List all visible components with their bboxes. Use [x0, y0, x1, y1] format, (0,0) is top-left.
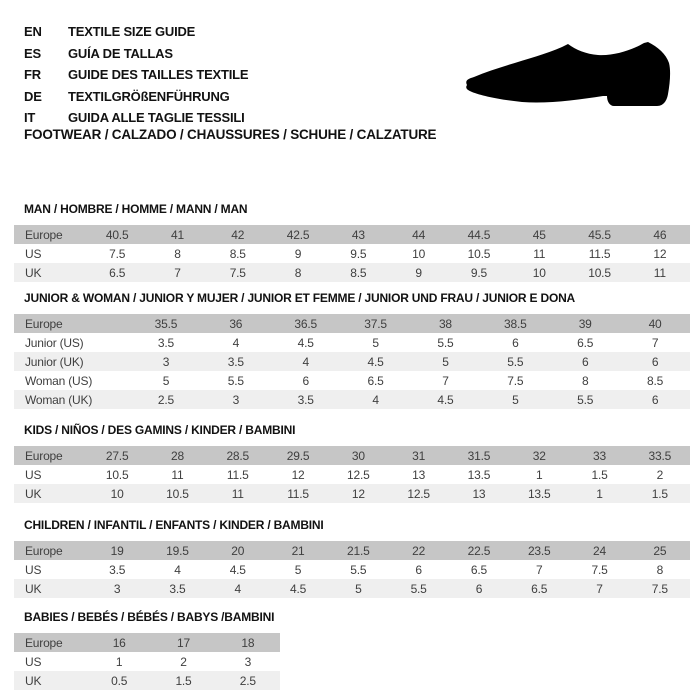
- size-cell: 12.5: [407, 486, 430, 501]
- size-cell: 13: [472, 486, 486, 501]
- size-cell: 6.5: [470, 562, 487, 577]
- size-cell: 5.5: [410, 581, 427, 596]
- row-label-cell: Junior (US): [25, 335, 84, 350]
- size-cell: 7.5: [109, 246, 126, 261]
- size-cell: 12: [653, 246, 667, 261]
- kids-size-table: [14, 446, 690, 503]
- size-cell: 23.5: [527, 543, 551, 558]
- row-label-cell: Europe: [25, 543, 63, 558]
- row-label-cell: Junior (UK): [25, 354, 84, 369]
- size-cell: 4: [232, 335, 240, 350]
- size-cell: 36.5: [294, 316, 317, 331]
- size-cell: 33: [593, 448, 606, 463]
- size-cell: 11: [231, 486, 244, 501]
- size-cell: 44: [412, 227, 426, 242]
- size-cell: 17: [177, 635, 190, 650]
- size-cell: 5: [442, 354, 449, 369]
- row-label-cell: US: [25, 654, 42, 669]
- size-cell: 3.5: [227, 354, 244, 369]
- size-cell: 37.5: [364, 316, 387, 331]
- size-cell: 21.5: [347, 543, 370, 558]
- size-cell: 12: [291, 467, 305, 482]
- section-babies: [14, 609, 280, 690]
- row-label-cell: US: [25, 246, 42, 261]
- size-cell: 16: [112, 635, 126, 650]
- size-cell: 8: [174, 246, 181, 261]
- size-cell: 32: [532, 448, 546, 463]
- section-children: [14, 517, 690, 598]
- row-label-cell: Europe: [25, 227, 63, 242]
- size-cell: 29.5: [286, 448, 310, 463]
- size-cell: 31.5: [467, 448, 491, 463]
- row-label-cell: UK: [25, 265, 42, 280]
- size-cell: 10: [532, 265, 546, 280]
- language-title: TEXTILGRÖßENFÜHRUNG: [68, 88, 230, 104]
- size-cell: 6: [415, 562, 422, 577]
- size-cell: 3.5: [109, 562, 126, 577]
- size-cell: 39: [578, 316, 592, 331]
- size-cell: 13.5: [467, 467, 491, 482]
- size-cell: 42: [231, 227, 245, 242]
- size-cell: 4: [174, 562, 181, 577]
- size-cell: 3: [232, 392, 240, 407]
- language-code: FR: [24, 67, 41, 82]
- size-cell: 0.5: [111, 673, 128, 688]
- size-cell: 8: [581, 373, 589, 388]
- language-title: GUIDE DES TAILLES TEXTILE: [68, 67, 249, 82]
- size-cell: 6.5: [367, 373, 384, 388]
- size-cell: 4.5: [229, 562, 246, 577]
- size-cell: 1.5: [651, 486, 668, 501]
- row-label-cell: Woman (UK): [25, 392, 93, 407]
- size-cell: 4: [234, 581, 241, 596]
- size-cell: 11.5: [226, 467, 249, 482]
- size-cell: 20: [231, 543, 245, 558]
- size-cell: 4: [302, 354, 309, 369]
- junior-woman-size-table: [14, 314, 690, 409]
- row-label-cell: Europe: [25, 448, 63, 463]
- table-row: [14, 652, 280, 671]
- table-row: [14, 671, 280, 690]
- table-row: [14, 390, 690, 409]
- section-title-junior-woman: JUNIOR & WOMAN / JUNIOR Y MUJER / JUNIOR ET FEMME / JUNIOR UND FRAU / JUNIOR E DONA: [24, 291, 576, 305]
- size-cell: 6.5: [577, 335, 594, 350]
- size-cell: 19.5: [166, 543, 189, 558]
- size-cell: 22: [412, 543, 426, 558]
- section-title-children: CHILDREN / INFANTIL / ENFANTS / KINDER / BAMBINI: [24, 518, 324, 532]
- man-size-table: [14, 225, 690, 282]
- size-cell: 7.5: [507, 373, 524, 388]
- language-title: GUÍA DE TALLAS: [68, 45, 173, 61]
- size-cell: 22.5: [467, 543, 491, 558]
- language-row: [24, 86, 248, 108]
- size-cell: 5.5: [437, 335, 454, 350]
- size-cell: 24: [593, 543, 606, 558]
- size-cell: 46: [653, 227, 667, 242]
- size-cell: 1: [115, 654, 123, 669]
- language-code: ES: [24, 45, 41, 61]
- row-label-cell: Woman (US): [25, 373, 93, 388]
- size-cell: 11.5: [588, 246, 611, 261]
- size-cell: 11: [653, 265, 666, 280]
- section-man: [14, 201, 690, 282]
- size-cell: 43: [351, 227, 365, 242]
- size-cell: 10: [412, 246, 426, 261]
- size-cell: 10.5: [467, 246, 491, 261]
- language-list: [24, 21, 248, 129]
- size-cell: 12.5: [347, 467, 370, 482]
- size-cell: 7.5: [591, 562, 608, 577]
- size-cell: 2.5: [157, 392, 174, 407]
- size-cell: 5: [162, 373, 170, 388]
- size-cell: 3: [162, 354, 170, 369]
- table-row: [14, 352, 690, 371]
- size-cell: 9: [415, 265, 422, 280]
- size-cell: 1.5: [175, 673, 192, 688]
- table-row: [14, 633, 280, 652]
- language-code: IT: [24, 110, 36, 125]
- size-cell: 8: [294, 265, 302, 280]
- section-kids: [14, 422, 690, 503]
- table-row: [14, 263, 690, 282]
- size-cell: 7: [651, 335, 659, 350]
- language-row: [24, 21, 248, 43]
- size-cell: 1.5: [591, 467, 608, 482]
- row-label-cell: Europe: [25, 316, 63, 331]
- size-cell: 7: [442, 373, 449, 388]
- size-cell: 4.5: [437, 392, 454, 407]
- table-row: [14, 484, 690, 503]
- size-cell: 28: [170, 448, 184, 463]
- table-row: [14, 371, 690, 390]
- size-cell: 3.5: [169, 581, 186, 596]
- size-cell: 8.5: [229, 246, 246, 261]
- size-cell: 35.5: [154, 316, 178, 331]
- size-cell: 5.5: [350, 562, 367, 577]
- size-cell: 6.5: [531, 581, 548, 596]
- size-cell: 5: [372, 335, 379, 350]
- size-cell: 6: [512, 335, 519, 350]
- size-cell: 40: [648, 316, 662, 331]
- size-cell: 10.5: [105, 467, 129, 482]
- size-cell: 7.5: [229, 265, 246, 280]
- size-cell: 42.5: [286, 227, 310, 242]
- size-cell: 4.5: [297, 335, 314, 350]
- size-cell: 8.5: [350, 265, 367, 280]
- row-label-cell: US: [25, 467, 42, 482]
- dress-shoe-icon: [462, 38, 672, 108]
- size-cell: 3.5: [297, 392, 314, 407]
- size-cell: 5.5: [227, 373, 244, 388]
- size-cell: 12: [351, 486, 365, 501]
- size-cell: 2: [180, 654, 187, 669]
- size-cell: 8.5: [647, 373, 664, 388]
- size-cell: 4: [372, 392, 379, 407]
- table-row: [14, 446, 690, 465]
- size-cell: 9: [294, 246, 302, 261]
- row-label-cell: Europe: [25, 635, 63, 650]
- size-cell: 45: [532, 227, 546, 242]
- table-row: [14, 244, 690, 263]
- size-cell: 7: [174, 265, 181, 280]
- size-cell: 11: [171, 467, 184, 482]
- size-cell: 5.5: [507, 354, 524, 369]
- size-cell: 36: [229, 316, 243, 331]
- size-cell: 10.5: [588, 265, 611, 280]
- size-cell: 28.5: [226, 448, 250, 463]
- size-cell: 7: [535, 562, 543, 577]
- language-row: [24, 43, 248, 65]
- size-cell: 19: [110, 543, 124, 558]
- size-cell: 6: [651, 354, 659, 369]
- size-cell: 13.5: [527, 486, 551, 501]
- size-cell: 44.5: [467, 227, 491, 242]
- size-cell: 8: [656, 562, 664, 577]
- size-cell: 2: [656, 467, 664, 482]
- size-cell: 6: [475, 581, 483, 596]
- language-code: DE: [24, 88, 42, 104]
- section-junior-woman: [14, 290, 690, 409]
- language-title: TEXTILE SIZE GUIDE: [68, 24, 196, 39]
- table-row: [14, 579, 690, 598]
- size-cell: 21: [291, 543, 305, 558]
- size-cell: 3.5: [157, 335, 174, 350]
- size-cell: 30: [351, 448, 365, 463]
- size-cell: 4.5: [289, 581, 307, 596]
- size-cell: 33.5: [648, 448, 672, 463]
- language-title: GUIDA ALLE TAGLIE TESSILI: [68, 110, 245, 125]
- size-cell: 5: [294, 562, 302, 577]
- language-code: EN: [24, 24, 42, 39]
- size-cell: 41: [170, 227, 184, 242]
- size-cell: 13: [412, 467, 426, 482]
- language-row: [24, 64, 248, 86]
- size-cell: 4.5: [367, 354, 384, 369]
- children-size-table: [14, 541, 690, 598]
- size-cell: 25: [653, 543, 667, 558]
- size-cell: 9.5: [350, 246, 367, 261]
- size-cell: 38: [438, 316, 452, 331]
- category-title: FOOTWEAR / CALZADO / CHAUSSURES / SCHUHE / CALZATURE: [24, 127, 437, 142]
- section-title-babies: BABIES / BEBÉS / BÉBÉS / BABYS /BAMBINI: [24, 610, 275, 624]
- row-label-cell: UK: [25, 673, 42, 688]
- size-cell: 3: [244, 654, 252, 669]
- size-cell: 1: [535, 467, 543, 482]
- size-cell: 10.5: [166, 486, 189, 501]
- size-cell: 27.5: [105, 448, 129, 463]
- size-cell: 45.5: [588, 227, 611, 242]
- table-row: [14, 314, 690, 333]
- size-cell: 31: [412, 448, 426, 463]
- row-label-cell: UK: [25, 486, 42, 501]
- size-cell: 11.5: [287, 486, 309, 501]
- size-cell: 9.5: [470, 265, 487, 280]
- size-cell: 1: [596, 486, 603, 501]
- size-cell: 10: [110, 486, 124, 501]
- size-cell: 18: [241, 635, 255, 650]
- size-cell: 40.5: [105, 227, 129, 242]
- section-title-kids: KIDS / NIÑOS / DES GAMINS / KINDER / BAMBINI: [24, 423, 296, 437]
- size-cell: 11: [533, 246, 546, 261]
- size-cell: 5: [355, 581, 362, 596]
- size-cell: 5: [512, 392, 519, 407]
- table-row: [14, 465, 690, 484]
- size-cell: 38.5: [504, 316, 527, 331]
- row-label-cell: US: [25, 562, 42, 577]
- size-cell: 5.5: [577, 392, 594, 407]
- table-row: [14, 333, 690, 352]
- section-title-man: MAN / HOMBRE / HOMME / MANN / MAN: [24, 202, 248, 216]
- language-row: [24, 107, 248, 129]
- size-cell: 7: [596, 581, 603, 596]
- size-cell: 3: [113, 581, 121, 596]
- size-cell: 6: [651, 392, 659, 407]
- size-cell: 6: [302, 373, 309, 388]
- table-row: [14, 560, 690, 579]
- size-cell: 2.5: [239, 673, 256, 688]
- size-cell: 6.5: [109, 265, 126, 280]
- size-cell: 6: [581, 354, 589, 369]
- table-row: [14, 541, 690, 560]
- size-cell: 7.5: [651, 581, 668, 596]
- babies-size-table: [14, 633, 280, 690]
- table-row: [14, 225, 690, 244]
- row-label-cell: UK: [25, 581, 42, 596]
